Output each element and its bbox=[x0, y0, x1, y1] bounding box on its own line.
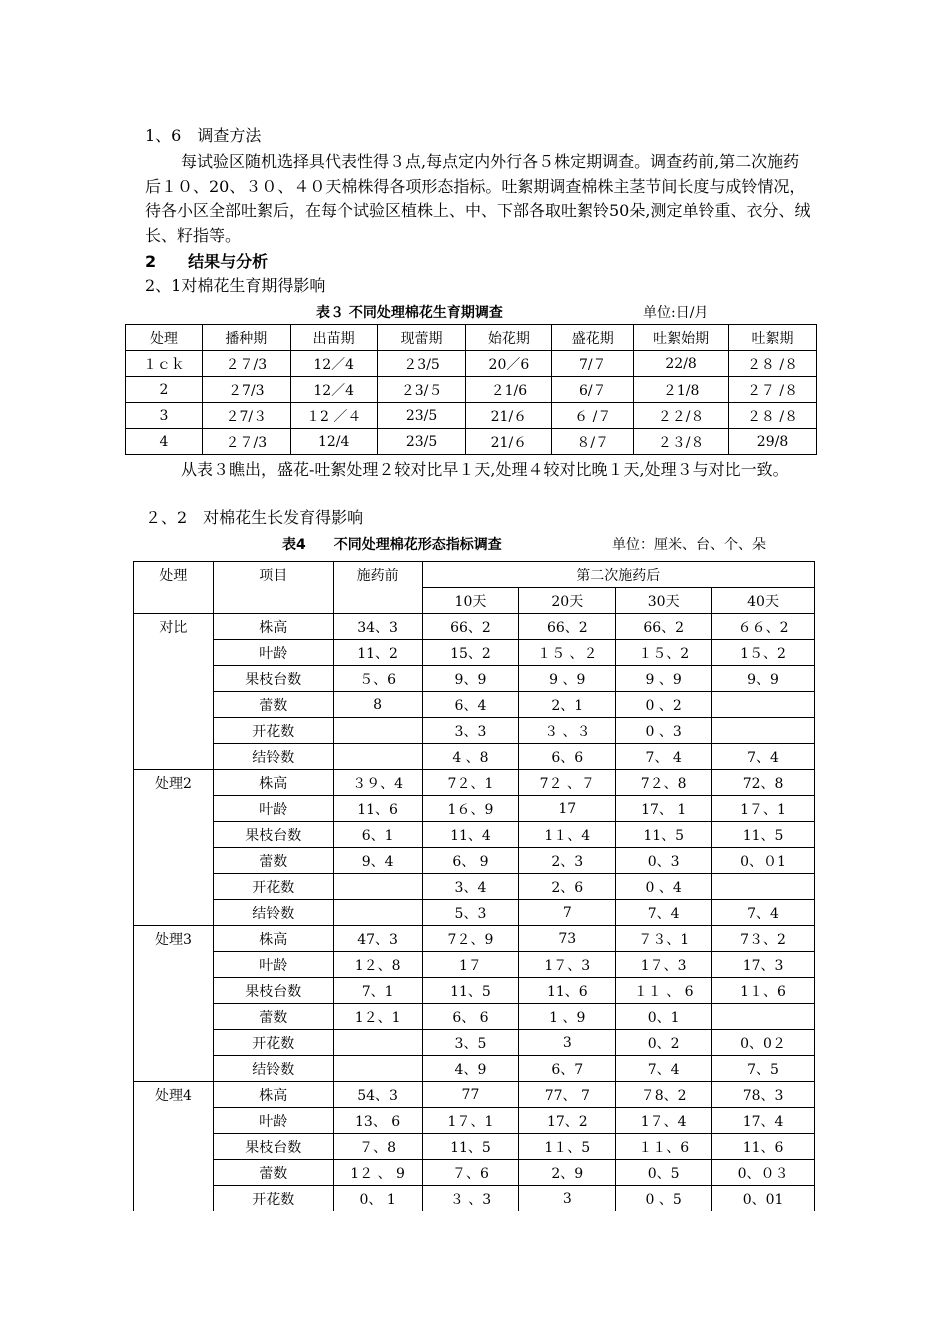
table4-header-cell: 施药前 bbox=[333, 562, 422, 614]
table4-cell: 66、2 bbox=[422, 614, 519, 640]
table3-cell: 7/７ bbox=[552, 351, 634, 377]
table4-cell: 8 bbox=[333, 692, 422, 718]
table4-cell: 0、2 bbox=[616, 1030, 712, 1056]
table4-cell: 2、3 bbox=[519, 848, 616, 874]
table3-cell: １ｃｋ bbox=[126, 351, 203, 377]
table3-caption: 表３ 不同处理棉花生育期调查 bbox=[316, 305, 503, 321]
table4-cell: 1１、5 bbox=[519, 1134, 616, 1160]
table4-cell: 1７、3 bbox=[616, 952, 712, 978]
table4-cell: ３９、4 bbox=[333, 770, 422, 796]
table4-cell: 1１、4 bbox=[519, 822, 616, 848]
table3-cell: ２1/8 bbox=[634, 377, 729, 403]
table4-cell: 6、 6 bbox=[422, 1004, 519, 1030]
table3-cell: ２7/３ bbox=[202, 403, 290, 429]
table4-cell: 蕾数 bbox=[213, 1160, 333, 1186]
table3-analysis-paragraph: 从表３瞧出，盛花-吐絮处理２较对比早１天,处理４较对比晚１天,处理３与对比一致。 bbox=[181, 460, 789, 479]
table4-cell: ７、8 bbox=[333, 1134, 422, 1160]
table4-cell: 1７、1 bbox=[712, 796, 815, 822]
table4-cell: 叶龄 bbox=[213, 952, 333, 978]
table4-cell: 73 bbox=[519, 926, 616, 952]
table4-cell: 1２ 、 9 bbox=[333, 1160, 422, 1186]
table4-cell: 13、 6 bbox=[333, 1108, 422, 1134]
table4-cell: 1１、6 bbox=[712, 978, 815, 1004]
table4-cell bbox=[333, 900, 422, 926]
table4-cell bbox=[333, 1030, 422, 1056]
table4-cell: 7、 4 bbox=[616, 744, 712, 770]
table4-cell: 66、2 bbox=[519, 614, 616, 640]
table4-cell: 6、1 bbox=[333, 822, 422, 848]
table4-cell: 2、6 bbox=[519, 874, 616, 900]
table4-cell: 3 bbox=[519, 1186, 616, 1212]
table4-cell: 0、01 bbox=[712, 1186, 815, 1212]
table-row bbox=[134, 952, 815, 978]
table3-cell: ２３/８ bbox=[634, 429, 729, 455]
table3-header-cell: 现蕾期 bbox=[377, 325, 466, 351]
table-row bbox=[134, 770, 815, 796]
table4-cell: ６６、2 bbox=[712, 614, 815, 640]
table4-cell: 果枝台数 bbox=[213, 978, 333, 1004]
table4-cell: １１ 、 6 bbox=[616, 978, 712, 1004]
section-1-6-paragraph: 每试验区随机选择具代表性得３点,每点定内外行各５株定期调查。调查药前,第二次施药后１０、20、３０、４０天棉株得各项形态指标。吐絮期调查棉株主茎节间长度与成铃情况，待各小区全部吐絮后，在每个试验区植株上、中、下部各取吐絮铃50朵,测定单铃重、衣分、绒长、籽指等。 bbox=[145, 152, 811, 245]
table4-cell: 0、3 bbox=[616, 848, 712, 874]
table4-cell: 17、2 bbox=[519, 1108, 616, 1134]
table-row bbox=[126, 403, 817, 429]
table4-group-label: 处理3 bbox=[134, 926, 214, 1082]
section-1-6-heading: 1、6 调查方法 bbox=[145, 126, 262, 145]
table4-cell: 7、4 bbox=[616, 1056, 712, 1082]
table4-header-cell: 20天 bbox=[519, 588, 616, 614]
table3-cell: 6/７ bbox=[552, 377, 634, 403]
table-row bbox=[134, 744, 815, 770]
table3-cell: ２７/3 bbox=[202, 351, 290, 377]
table3-header-cell: 始花期 bbox=[466, 325, 552, 351]
table-row bbox=[134, 822, 815, 848]
table4-cell: 开花数 bbox=[213, 1186, 333, 1212]
table4-cell: 54、3 bbox=[333, 1082, 422, 1108]
table-row bbox=[134, 692, 815, 718]
table4-cell: 7 bbox=[519, 900, 616, 926]
table3-cell: 29/8 bbox=[729, 429, 817, 455]
table4-header-cell: 第二次施药后 bbox=[422, 562, 814, 588]
table4-cell: 9、4 bbox=[333, 848, 422, 874]
table4 bbox=[133, 561, 815, 1211]
table4-header-cell: 10天 bbox=[422, 588, 519, 614]
table4-cell: １１、6 bbox=[616, 1134, 712, 1160]
table3-cell: ２８ /８ bbox=[729, 403, 817, 429]
table4-cell: １５ 、２ bbox=[519, 640, 616, 666]
table3-header-cell: 处理 bbox=[126, 325, 203, 351]
table4-cell: 1７ bbox=[422, 952, 519, 978]
table3-cell: 20／6 bbox=[466, 351, 552, 377]
table4-cell: 9 、9 bbox=[519, 666, 616, 692]
table4-cell: 11、5 bbox=[616, 822, 712, 848]
table4-cell: 6、6 bbox=[519, 744, 616, 770]
table4-cell: 17、 1 bbox=[616, 796, 712, 822]
table4-cell bbox=[712, 874, 815, 900]
table4-cell: 9、9 bbox=[712, 666, 815, 692]
table4-header-cell: 处理 bbox=[134, 562, 214, 614]
table4-cell bbox=[333, 874, 422, 900]
table3-cell: ２7/3 bbox=[202, 377, 290, 403]
table4-cell: 0、0２ bbox=[712, 1030, 815, 1056]
table4-cell: 6、 9 bbox=[422, 848, 519, 874]
table4-cell: 7、4 bbox=[712, 900, 815, 926]
table4-cell: 17、4 bbox=[712, 1108, 815, 1134]
table4-cell: ５、6 bbox=[333, 666, 422, 692]
table4-cell: 0、０1 bbox=[712, 848, 815, 874]
table4-cell: 7２ 、７ bbox=[519, 770, 616, 796]
table4-cell: ７8、2 bbox=[616, 1082, 712, 1108]
table4-cell: 叶龄 bbox=[213, 640, 333, 666]
table-row bbox=[134, 1082, 815, 1108]
table4-cell bbox=[712, 718, 815, 744]
table-row bbox=[134, 1108, 815, 1134]
table4-cell: 66、2 bbox=[616, 614, 712, 640]
table4-cell: 11、5 bbox=[712, 822, 815, 848]
section-2-1-heading: 2、1对棉花生育期得影响 bbox=[145, 276, 326, 295]
table3-cell: ６ /７ bbox=[552, 403, 634, 429]
table4-cell: 结铃数 bbox=[213, 744, 333, 770]
table4-cell: 47、3 bbox=[333, 926, 422, 952]
table3-cell: ２3/５ bbox=[377, 377, 466, 403]
table4-cell: 1 、9 bbox=[519, 1004, 616, 1030]
table4-cell: 11、6 bbox=[333, 796, 422, 822]
table4-cell: 0 、3 bbox=[616, 718, 712, 744]
table-row bbox=[134, 848, 815, 874]
table4-cell: 开花数 bbox=[213, 718, 333, 744]
table4-cell bbox=[333, 1056, 422, 1082]
table3-cell: 12／4 bbox=[290, 377, 377, 403]
table-row bbox=[134, 640, 815, 666]
table4-cell: 株高 bbox=[213, 770, 333, 796]
table-row bbox=[134, 1030, 815, 1056]
table4-cell: 7、5 bbox=[712, 1056, 815, 1082]
table3-cell: 21/６ bbox=[466, 403, 552, 429]
table4-cell: 果枝台数 bbox=[213, 1134, 333, 1160]
table-row bbox=[134, 666, 815, 692]
table4-cell: 1７、3 bbox=[519, 952, 616, 978]
table4-cell: 4 、8 bbox=[422, 744, 519, 770]
table4-cell: 1７、1 bbox=[422, 1108, 519, 1134]
table-row bbox=[134, 1134, 815, 1160]
table4-cell: 7２、8 bbox=[616, 770, 712, 796]
table-row bbox=[134, 718, 815, 744]
table4-unit: 单位：厘米、台、个、朵 bbox=[612, 537, 766, 553]
table-row bbox=[134, 1186, 815, 1212]
section-2-heading: 2 结果与分析 bbox=[145, 252, 269, 271]
table4-cell: ７、6 bbox=[422, 1160, 519, 1186]
table3-cell: 23/5 bbox=[377, 429, 466, 455]
table4-cell: 结铃数 bbox=[213, 900, 333, 926]
table3-cell: ２８ /８ bbox=[729, 351, 817, 377]
table3-cell: ２２/８ bbox=[634, 403, 729, 429]
table3-cell: 4 bbox=[126, 429, 203, 455]
table-row bbox=[134, 614, 815, 640]
table4-cell bbox=[333, 718, 422, 744]
table4-cell: 1７、4 bbox=[616, 1108, 712, 1134]
table-row bbox=[134, 978, 815, 1004]
table4-cell: 株高 bbox=[213, 1082, 333, 1108]
table4-cell: 11、2 bbox=[333, 640, 422, 666]
table4-cell: ３ 、３ bbox=[519, 718, 616, 744]
table3-cell: ２７/3 bbox=[202, 429, 290, 455]
table3-cell: 21/６ bbox=[466, 429, 552, 455]
table4-cell: 3、3 bbox=[422, 718, 519, 744]
table3-cell: 23/5 bbox=[377, 403, 466, 429]
table3 bbox=[125, 324, 817, 455]
table4-cell: 77 bbox=[422, 1082, 519, 1108]
table3-cell: ２3/5 bbox=[377, 351, 466, 377]
table4-cell: 11、6 bbox=[519, 978, 616, 1004]
table4-cell: 0、０３ bbox=[712, 1160, 815, 1186]
table4-cell: 2、1 bbox=[519, 692, 616, 718]
table4-cell: 6、7 bbox=[519, 1056, 616, 1082]
table4-cell: 11、4 bbox=[422, 822, 519, 848]
table4-cell: 3 bbox=[519, 1030, 616, 1056]
table4-header-cell: 项目 bbox=[213, 562, 333, 614]
table4-cell: 叶龄 bbox=[213, 796, 333, 822]
table4-cell bbox=[712, 692, 815, 718]
table4-cell: 11、5 bbox=[422, 978, 519, 1004]
table4-cell: 株高 bbox=[213, 614, 333, 640]
table4-cell: 1２、8 bbox=[333, 952, 422, 978]
table-row bbox=[126, 377, 817, 403]
table3-cell: ２７ /８ bbox=[729, 377, 817, 403]
table4-cell: 7、4 bbox=[616, 900, 712, 926]
table3-cell: 12／4 bbox=[290, 351, 377, 377]
table4-cell: 1５、2 bbox=[712, 640, 815, 666]
table-row bbox=[134, 900, 815, 926]
table3-header-cell: 盛花期 bbox=[552, 325, 634, 351]
table4-cell: 叶龄 bbox=[213, 1108, 333, 1134]
table4-cell: 34、3 bbox=[333, 614, 422, 640]
table4-cell: １５、2 bbox=[616, 640, 712, 666]
table4-cell: 5、3 bbox=[422, 900, 519, 926]
table3-header-cell: 播种期 bbox=[202, 325, 290, 351]
table4-cell: 果枝台数 bbox=[213, 666, 333, 692]
table4-header-cell: 30天 bbox=[616, 588, 712, 614]
table3-cell: １2 ／４ bbox=[290, 403, 377, 429]
table4-header-row bbox=[134, 562, 815, 588]
table4-cell: 1２、1 bbox=[333, 1004, 422, 1030]
table4-cell: 1６、9 bbox=[422, 796, 519, 822]
table4-cell: 开花数 bbox=[213, 1030, 333, 1056]
table4-cell: 3、5 bbox=[422, 1030, 519, 1056]
table4-cell: 4、9 bbox=[422, 1056, 519, 1082]
table4-cell: 78、3 bbox=[712, 1082, 815, 1108]
table4-cell: 7２、1 bbox=[422, 770, 519, 796]
table4-cell: 6、4 bbox=[422, 692, 519, 718]
table3-cell: 22/8 bbox=[634, 351, 729, 377]
table4-cell: 蕾数 bbox=[213, 1004, 333, 1030]
table4-cell: 15、2 bbox=[422, 640, 519, 666]
table4-cell: 蕾数 bbox=[213, 692, 333, 718]
table4-caption: 表4 不同处理棉花形态指标调查 bbox=[282, 537, 502, 553]
table4-cell: 17、3 bbox=[712, 952, 815, 978]
table3-header-cell: 出苗期 bbox=[290, 325, 377, 351]
table4-cell: 0、5 bbox=[616, 1160, 712, 1186]
table-row bbox=[126, 351, 817, 377]
table-row bbox=[126, 429, 817, 455]
table3-cell: 2 bbox=[126, 377, 203, 403]
table4-cell bbox=[333, 744, 422, 770]
table4-cell: 3、4 bbox=[422, 874, 519, 900]
table4-cell: 株高 bbox=[213, 926, 333, 952]
table4-cell: 77、 7 bbox=[519, 1082, 616, 1108]
section-2-2-heading: ２、2 对棉花生长发育得影响 bbox=[145, 508, 364, 527]
table3-unit: 单位:日/月 bbox=[643, 305, 709, 321]
table4-cell: 7、4 bbox=[712, 744, 815, 770]
table4-cell: 0 、2 bbox=[616, 692, 712, 718]
table3-header-row bbox=[126, 325, 817, 351]
table-row bbox=[134, 1056, 815, 1082]
table-row bbox=[134, 926, 815, 952]
table4-cell: 9、9 bbox=[422, 666, 519, 692]
table4-cell: 果枝台数 bbox=[213, 822, 333, 848]
table4-cell: 7２、9 bbox=[422, 926, 519, 952]
table4-cell: 0 、5 bbox=[616, 1186, 712, 1212]
table4-cell: 0、1 bbox=[616, 1004, 712, 1030]
table3-cell: ２1/6 bbox=[466, 377, 552, 403]
table4-cell: 9 、9 bbox=[616, 666, 712, 692]
table4-cell: 11、6 bbox=[712, 1134, 815, 1160]
table-row bbox=[134, 1004, 815, 1030]
table3-header-cell: 吐絮期 bbox=[729, 325, 817, 351]
table4-cell: 72、8 bbox=[712, 770, 815, 796]
table4-cell: 0 、4 bbox=[616, 874, 712, 900]
table4-cell: 开花数 bbox=[213, 874, 333, 900]
table3-header-cell: 吐絮始期 bbox=[634, 325, 729, 351]
table4-cell: 7、1 bbox=[333, 978, 422, 1004]
table4-cell bbox=[712, 1004, 815, 1030]
table4-cell: 结铃数 bbox=[213, 1056, 333, 1082]
table4-cell: ７３、1 bbox=[616, 926, 712, 952]
table4-cell: 7３、2 bbox=[712, 926, 815, 952]
table4-cell: ３ 、3 bbox=[422, 1186, 519, 1212]
table4-group-label: 处理4 bbox=[134, 1082, 214, 1212]
table4-cell: 2、9 bbox=[519, 1160, 616, 1186]
table-row bbox=[134, 1160, 815, 1186]
table4-group-label: 处理2 bbox=[134, 770, 214, 926]
table4-cell: 蕾数 bbox=[213, 848, 333, 874]
table3-cell: 3 bbox=[126, 403, 203, 429]
table4-header-cell: 40天 bbox=[712, 588, 815, 614]
table3-cell: 12/4 bbox=[290, 429, 377, 455]
table4-cell: 11、5 bbox=[422, 1134, 519, 1160]
table4-group-label: 对比 bbox=[134, 614, 214, 770]
table-row bbox=[134, 874, 815, 900]
table4-cell: 17 bbox=[519, 796, 616, 822]
table-row bbox=[134, 796, 815, 822]
table3-cell: ８/７ bbox=[552, 429, 634, 455]
table4-cell: 0、 1 bbox=[333, 1186, 422, 1212]
